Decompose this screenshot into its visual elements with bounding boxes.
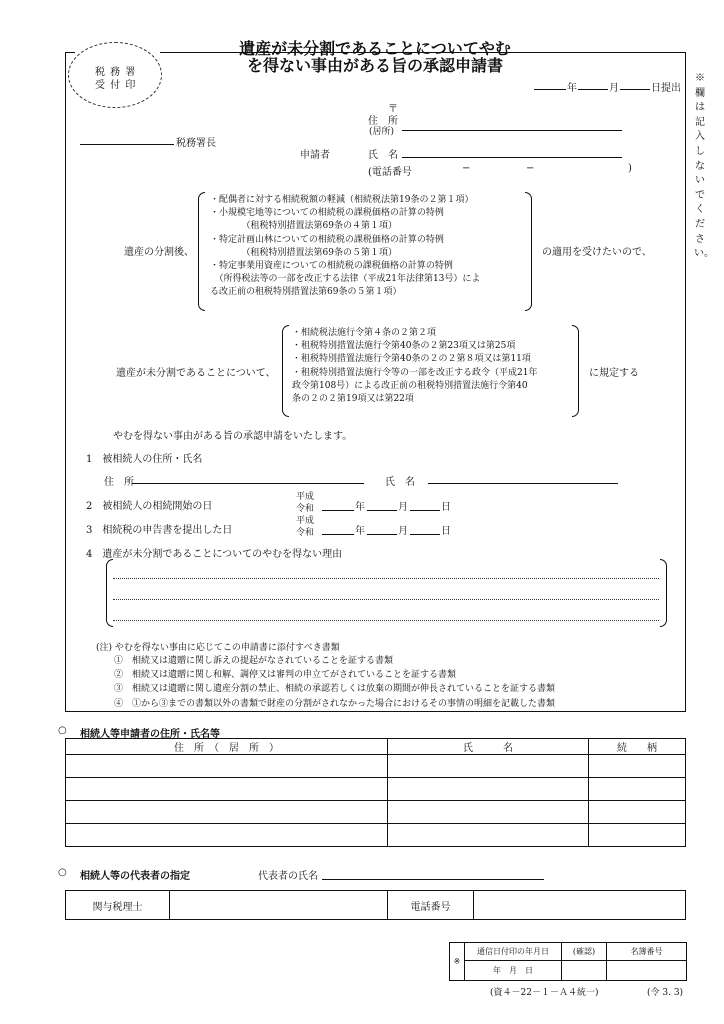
month-field[interactable] xyxy=(578,89,608,90)
q4-reason-line-2[interactable] xyxy=(113,599,659,600)
q2-title: 2 被相続人の相続開始の日 xyxy=(86,501,213,512)
q1-title: 1 被相続人の住所・氏名 xyxy=(86,454,203,465)
q4-reason-line-1[interactable] xyxy=(113,578,659,579)
applicant-address-field[interactable] xyxy=(402,130,622,131)
q4-title: 4 遺産が未分割であることについてのやむを得ない理由 xyxy=(86,549,343,560)
notes-head: (注) やむを得ない事由に応じてこの申請書に添付すべき書類 xyxy=(96,643,340,653)
decedent-name-field[interactable] xyxy=(428,483,618,484)
heir-relation-cell[interactable] xyxy=(589,824,686,847)
notes-list xyxy=(114,654,555,711)
col-address: 住 所 （ 居 所 ） xyxy=(66,739,388,755)
section-b-item: ・租税特別措置法施行令等の一部を改正する政令（平成21年 xyxy=(292,367,538,378)
q2-era-heisei: 平成 xyxy=(296,492,315,502)
section-a-right-label: の適用を受けたいので、 xyxy=(542,247,652,258)
side-note: ※欄は記入しないでください。 xyxy=(694,73,714,260)
heir-name-cell[interactable] xyxy=(388,778,589,801)
office-register-cell xyxy=(607,961,687,981)
section-a-item: （租税特別措置法第69条の５第１項） xyxy=(210,247,397,258)
office-date-cell: 年 月 日 xyxy=(465,961,562,981)
stamp-label-2: 受 付 印 xyxy=(95,80,137,91)
table-row xyxy=(66,824,686,847)
section-b-right-brace xyxy=(572,325,579,417)
form-revision: (令 3. 3) xyxy=(647,988,684,998)
title-line-1: 遺産が未分割であることについてやむ xyxy=(239,39,511,58)
q2-day-label: 日 xyxy=(441,502,451,513)
heir-name-cell[interactable] xyxy=(388,801,589,824)
phone-dash-1: − xyxy=(462,163,471,174)
office-col-register: 名簿番号 xyxy=(607,943,687,961)
tax-accountant-label: 関与税理士 xyxy=(66,891,170,920)
frame-top-left xyxy=(65,52,75,53)
heir-relation-cell[interactable] xyxy=(589,801,686,824)
q1-name-label: 氏 名 xyxy=(385,477,415,488)
q3-day-label: 日 xyxy=(441,526,451,537)
q3-era-reiwa: 令和 xyxy=(296,528,315,538)
section-b-right-label: に規定する xyxy=(589,368,639,379)
form-code: (資４－22－１－Ａ４統一) xyxy=(490,988,599,998)
heir-address-cell[interactable] xyxy=(66,801,388,824)
rep-name-label: 代表者の氏名 xyxy=(258,871,318,882)
section-a-item: （租税特別措置法第69条の４第１項） xyxy=(210,221,397,232)
table-row xyxy=(66,801,686,824)
title-line-2: を得ない事由がある旨の承認申請書 xyxy=(246,56,503,75)
col-name: 氏 名 xyxy=(388,739,589,755)
section-b-item: 政令第108号）による改正前の租税特別措置法施行令第40 xyxy=(292,380,528,391)
heir-relation-cell[interactable] xyxy=(589,755,686,778)
year-field[interactable] xyxy=(534,89,566,90)
table-row xyxy=(66,755,686,778)
q4-left-brace xyxy=(106,559,113,627)
note-item: ③ 相続又は遺贈に関し遺産分割の禁止、相続の承認若しくは放棄の期間が伸長されていることを証する書類 xyxy=(114,684,556,695)
q1-address-label: 住 所 xyxy=(104,477,134,488)
q3-month-field[interactable] xyxy=(367,534,397,535)
section-b-item: ・租税特別措置法施行令第40条の２第23項又は第25項 xyxy=(292,341,516,352)
note-item: ② 相続又は遺贈に関し和解、調停又は審判の申立てがされていることを証する書類 xyxy=(114,670,457,681)
heirs-table xyxy=(65,738,686,847)
section-a-item: る改正前の租税特別措置法第69条の５第１項） xyxy=(210,287,402,298)
rep-phone-field[interactable] xyxy=(474,891,686,920)
q3-year-label: 年 xyxy=(355,526,365,537)
q3-title: 3 相続税の申告書を提出した日 xyxy=(86,525,233,536)
rep-title: 相続人等の代表者の指定 xyxy=(80,871,190,882)
q3-era-heisei: 平成 xyxy=(296,516,315,526)
section-a-item: （所得税法等の一部を改正する法律（平成21年法律第13号）によ xyxy=(210,274,481,285)
phone-dash-2: − xyxy=(526,163,535,174)
q2-year-field[interactable] xyxy=(322,510,354,511)
applicant-name-field[interactable] xyxy=(402,157,622,158)
section-b-list xyxy=(292,327,537,406)
rep-table xyxy=(65,890,686,920)
col-relation: 続 柄 xyxy=(589,739,686,755)
rep-name-field[interactable] xyxy=(322,879,544,880)
heir-relation-cell[interactable] xyxy=(589,778,686,801)
section-b-item: 条の２の２第19項又は第22項 xyxy=(292,394,414,405)
office-use-table xyxy=(449,942,687,981)
section-b-left-label: 遺産が未分割であることについて、 xyxy=(116,368,276,379)
section-a-item: ・小規模宅地等についての相続税の課税価格の計算の特例 xyxy=(210,208,444,219)
office-col-date: 通信日付印の年月日 xyxy=(465,943,562,961)
request-text: やむを得ない事由がある旨の承認申請をいたします。 xyxy=(113,431,353,442)
q2-day-field[interactable] xyxy=(410,510,440,511)
q4-reason-line-3[interactable] xyxy=(113,620,659,621)
q3-month-label: 月 xyxy=(398,526,408,537)
postal-mark: 〒 xyxy=(388,104,398,115)
section-a-list xyxy=(210,194,480,300)
section-b-item: ・租税特別措置法施行令第40条の２の２第８項又は第11項 xyxy=(292,354,531,365)
office-confirm-cell xyxy=(562,961,607,981)
section-b-left-brace xyxy=(282,325,289,417)
heir-address-cell[interactable] xyxy=(66,755,388,778)
office-col-confirm: (確認) xyxy=(562,943,607,961)
date-day-label: 日提出 xyxy=(651,83,681,94)
stamp-label-1: 税 務 署 xyxy=(95,67,137,78)
address-label: 住 所 xyxy=(368,116,398,127)
phone-label: (電話番号 xyxy=(368,167,412,178)
heir-address-cell[interactable] xyxy=(66,824,388,847)
q3-year-field[interactable] xyxy=(322,534,354,535)
q2-year-label: 年 xyxy=(355,502,365,513)
address-sub-label: (居所) xyxy=(369,127,395,137)
applicant-name-label: 氏 名 xyxy=(368,150,398,161)
tax-accountant-field[interactable] xyxy=(170,891,388,920)
date-month-label: 月 xyxy=(609,83,619,94)
note-item: ① 相続又は遺贈に関し訴えの提起がなされていることを証する書類 xyxy=(114,656,394,666)
section-a-item: ・特定事業用資産についての相続税の課税価格の計算の特例 xyxy=(210,261,453,272)
date-year-label: 年 xyxy=(567,83,577,94)
q2-month-field[interactable] xyxy=(367,510,397,511)
receipt-stamp-area xyxy=(68,42,162,108)
decedent-address-field[interactable] xyxy=(132,483,364,484)
rep-bullet: ○ xyxy=(58,867,67,878)
heir-name-cell[interactable] xyxy=(388,824,589,847)
tax-office-field[interactable] xyxy=(80,144,174,145)
note-item: ④ ①から③までの書類以外の書類で財産の分割がされなかった場合におけるその事情の明細を記載した書類 xyxy=(114,698,556,709)
q2-month-label: 月 xyxy=(398,502,408,513)
phone-close: ) xyxy=(628,163,632,174)
q4-right-brace xyxy=(660,559,667,627)
section-a-item: ・配偶者に対する相続税額の軽減（相続税法第19条の２第１項） xyxy=(210,195,474,205)
section-b-item: ・相続税法施行令第４条の２第２項 xyxy=(292,328,437,338)
section-a-right-brace xyxy=(525,192,532,311)
section-a-left-brace xyxy=(198,192,205,311)
form-title xyxy=(210,40,540,74)
rep-phone-label: 電話番号 xyxy=(388,891,474,920)
day-field[interactable] xyxy=(620,89,650,90)
q2-era-reiwa: 令和 xyxy=(296,504,315,514)
tax-office-suffix: 税務署長 xyxy=(176,138,216,149)
office-use-mark: ※ xyxy=(450,943,465,981)
table-row xyxy=(66,778,686,801)
heir-address-cell[interactable] xyxy=(66,778,388,801)
applicant-label: 申請者 xyxy=(300,150,330,161)
heir-name-cell[interactable] xyxy=(388,755,589,778)
q3-day-field[interactable] xyxy=(410,534,440,535)
heirs-bullet: ○ xyxy=(58,725,67,736)
heirs-title: 相続人等申請者の住所・氏名等 xyxy=(80,729,220,740)
section-a-item: ・特定計画山林についての相続税の課税価格の計算の特例 xyxy=(210,234,444,245)
section-a-left-label: 遺産の分割後、 xyxy=(124,247,194,258)
